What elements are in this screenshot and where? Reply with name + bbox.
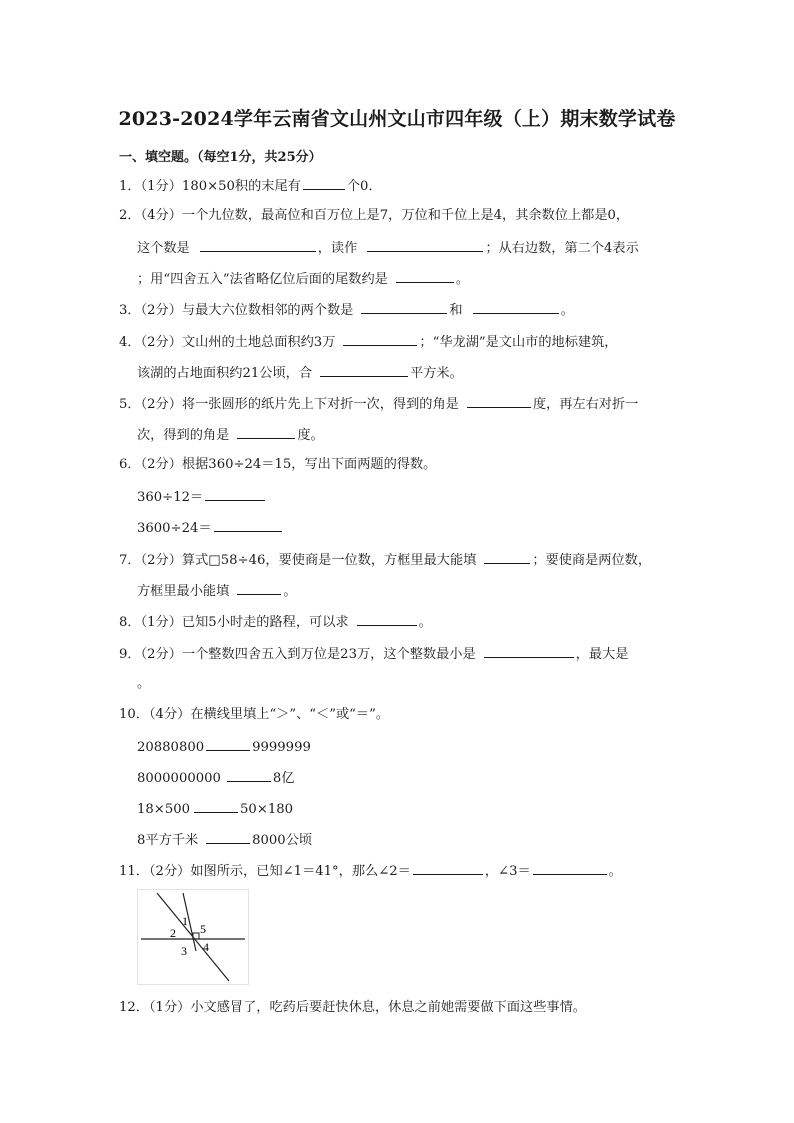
angle-figure — [137, 889, 249, 985]
q6-expr-2-text: 3600÷24＝ — [137, 521, 212, 536]
q11-blank-angle2[interactable] — [413, 861, 483, 875]
q10-row-4-right: 8000公顷 — [252, 833, 313, 848]
q10-row-3-left: 18×500 — [137, 802, 191, 817]
q2-text-d: ；用“四舍五入”法省略亿位后面的尾数约是 — [137, 272, 388, 287]
question-6: 6．（2分）根据360÷24＝15，写出下面两题的得数。 — [119, 457, 437, 472]
question-5-line-2 — [137, 425, 324, 445]
q11-end: 。 — [608, 864, 622, 879]
question-6-expr-2 — [137, 518, 284, 538]
q7-text-c: 方框里最小能填 — [137, 584, 230, 599]
q4-text-c: 该湖的占地面积约21公顷，合 — [137, 366, 313, 381]
angle-label-3: 3 — [181, 944, 187, 958]
question-2-line-2 — [137, 238, 639, 258]
q2-text-b: ，读作 — [317, 241, 358, 256]
q11-text: 11．（2分）如图所示，已知∠1＝41°，那么∠2＝ — [119, 864, 411, 879]
question-7-line-2 — [137, 581, 297, 601]
q5-blank-2[interactable] — [237, 425, 295, 439]
q10-blank-3[interactable] — [194, 799, 238, 813]
q2-text-a: 这个数是 — [137, 241, 190, 256]
q10-row-2-right: 8亿 — [272, 771, 295, 786]
q5-text-b: 度，再左右对折一 — [532, 397, 639, 412]
question-9 — [119, 644, 628, 664]
q5-blank-1[interactable] — [467, 394, 531, 408]
angle-label-2: 2 — [170, 926, 176, 940]
q11-blank-angle3[interactable] — [533, 861, 607, 875]
q3-text: 3．（2分）与最大六位数相邻的两个数是 — [119, 303, 354, 318]
q7-blank-2[interactable] — [237, 581, 281, 595]
q4-text-a: 4．（2分）文山州的土地总面积约3万 — [119, 335, 336, 350]
q3-end: 。 — [560, 303, 574, 318]
question-2-line-1: 2．（4分）一个九位数，最高位和百万位上是7，万位和千位上是4，其余数位上都是0， — [119, 208, 630, 223]
q10-row-1-right: 9999999 — [252, 740, 311, 755]
q4-blank-sqm[interactable] — [320, 363, 408, 377]
q10-row-2 — [137, 768, 294, 788]
q6-expr-1-text: 360÷12＝ — [137, 490, 204, 505]
q10-blank-2[interactable] — [227, 768, 271, 782]
question-8 — [119, 612, 432, 632]
q1-text-end: 个0． — [346, 179, 382, 194]
q6-blank-1[interactable] — [205, 487, 265, 501]
q2-blank-reading[interactable] — [367, 238, 483, 252]
q4-text-b: ；“华龙湖”是文山市的地标建筑， — [419, 335, 618, 350]
question-2-line-3 — [137, 269, 469, 289]
q7-text-b: ；要使商是两位数， — [532, 553, 652, 568]
q10-row-1 — [137, 737, 311, 757]
q11-text-b: ，∠3＝ — [484, 864, 531, 879]
question-5-line-1 — [119, 394, 638, 414]
question-11 — [119, 861, 622, 881]
q10-blank-4[interactable] — [206, 830, 250, 844]
q3-and: 和 — [449, 303, 463, 318]
q2-text-c: ；从右边数，第二个4表示 — [485, 241, 639, 256]
q10-row-4-left: 8平方千米 — [137, 833, 199, 848]
q6-blank-2[interactable] — [214, 518, 282, 532]
q10-row-3 — [137, 799, 293, 819]
q2-text-e: 。 — [455, 272, 470, 287]
question-9-end: 。 — [137, 676, 151, 691]
question-7-line-1 — [119, 550, 651, 570]
angle-label-4: 4 — [203, 940, 209, 954]
q10-row-4 — [137, 830, 312, 850]
q10-row-3-right: 50×180 — [240, 802, 294, 817]
q8-end: 。 — [418, 615, 432, 630]
q4-text-d: 平方米。 — [410, 366, 463, 381]
question-4-line-2 — [137, 363, 463, 383]
question-12: 12．（1分）小文感冒了，吃药后要赶快休息，休息之前她需要做下面这些事情。 — [119, 1000, 586, 1015]
page-title: 2023-2024学年云南省文山州文山市四年级（上）期末数学试卷 — [118, 108, 676, 130]
q2-blank-number[interactable] — [200, 238, 316, 252]
section-heading: 一、填空题。（每空1分，共25分） — [119, 150, 322, 165]
q9-text: 9．（2分）一个整数四舍五入到万位是23万，这个整数最小是 — [119, 647, 476, 662]
q7-text-d: 。 — [283, 584, 297, 599]
q2-blank-approx[interactable] — [396, 269, 454, 283]
q5-text-a: 5．（2分）将一张圆形的纸片先上下对折一次，得到的角是 — [119, 397, 459, 412]
q9-text-b: ，最大是 — [575, 647, 629, 662]
q10-row-1-left: 20880800 — [137, 740, 205, 755]
q1-text: 1．（1分）180×50积的末尾有 — [119, 179, 301, 194]
q10-row-2-left: 8000000000 — [137, 771, 221, 786]
q8-blank[interactable] — [357, 612, 417, 626]
q4-blank-unit[interactable] — [343, 332, 417, 346]
q5-text-d: 度。 — [297, 428, 324, 443]
question-10: 10．（4分）在横线里填上“＞”、“＜”或“＝”。 — [119, 707, 390, 722]
q7-blank-1[interactable] — [484, 550, 530, 564]
q7-text-a: 7．（2分）算式□58÷46，要使商是一位数，方框里最大能填 — [119, 553, 477, 568]
q10-blank-1[interactable] — [206, 737, 250, 751]
angle-label-1: 1 — [182, 914, 188, 928]
q9-blank-min[interactable] — [484, 644, 574, 658]
q5-text-c: 次，得到的角是 — [137, 428, 230, 443]
question-6-expr-1 — [137, 487, 267, 507]
question-4-line-1 — [119, 332, 618, 352]
q1-answer-blank[interactable] — [303, 176, 345, 190]
q8-text: 8．（1分）已知5小时走的路程，可以求 — [119, 615, 349, 630]
question-1 — [119, 176, 382, 196]
q3-blank-2[interactable] — [473, 300, 559, 314]
q3-blank-1[interactable] — [361, 300, 447, 314]
angle-label-5: 5 — [200, 922, 206, 936]
question-3 — [119, 300, 574, 320]
